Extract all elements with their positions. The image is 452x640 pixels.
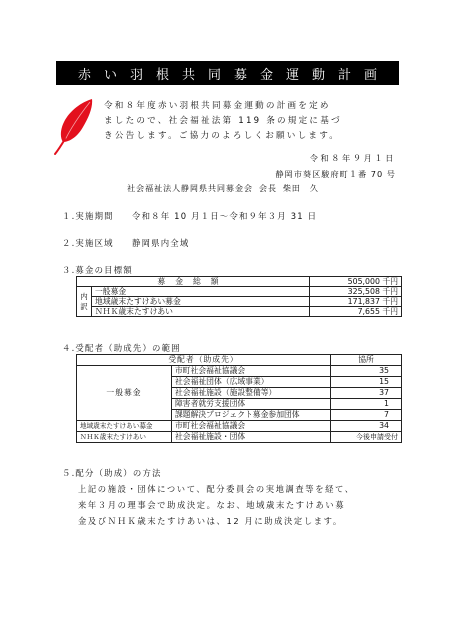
table-row <box>77 307 402 317</box>
method-line: 金及びＮＨＫ歳末たすけあいは、12 月に助成決定します。 <box>78 516 343 526</box>
recipient-count: 15 <box>331 377 402 388</box>
org-address: 静岡市葵区駿府町１番 70 号 <box>275 169 396 179</box>
breakdown-item-label: 一般募金 <box>92 287 310 297</box>
table-row <box>77 432 402 443</box>
section-period-value: 令和８年 10 月１日～令和９年３月 31 日 <box>132 211 318 221</box>
org-person: 柴田 久 <box>282 183 319 193</box>
breakdown-item-value: 7,655 千円 <box>310 307 402 317</box>
section-area-value: 静岡県内全域 <box>132 238 190 248</box>
breakdown-item-label: ＮＨＫ歳末たすけあい <box>92 307 310 317</box>
target-total-value: 505,000 千円 <box>310 277 402 287</box>
table-row <box>77 297 402 307</box>
notice-date: 令和８年９月１日 <box>309 153 396 163</box>
section-method-title: ５.配分（助成）の方法 <box>62 468 162 478</box>
table-row <box>77 421 402 432</box>
recipient-count: 37 <box>331 388 402 399</box>
org-signature <box>127 183 319 194</box>
notice-line: 令和８年度赤い羽根共同募金運動の計画を定め <box>104 101 331 111</box>
recipients-table <box>76 354 402 443</box>
campaign-title-banner: 赤い羽根共同募金運動計画 <box>56 61 399 85</box>
section-area <box>62 237 189 249</box>
target-amount-table <box>76 276 402 317</box>
method-line: 来年３月の理事会で助成決定。なお、地域歳末たすけあい募 <box>78 500 346 510</box>
org-name: 社会福祉法人静岡県共同募金会 <box>127 183 253 193</box>
recipient-label: 課題解決プロジェクト募金参加団体 <box>172 410 331 421</box>
breakdown-item-label: 地域歳末たすけあい募金 <box>92 297 310 307</box>
breakdown-label: 内 訳 <box>77 287 92 317</box>
recipient-count: 34 <box>331 421 402 432</box>
recipient-label: 社会福祉施設・団体 <box>172 432 331 443</box>
section-period-label: １.実施期間 <box>62 211 114 221</box>
recipient-label: 社会福祉団体（広域事業） <box>172 377 331 388</box>
notice-line: き公告します。ご協力のよろしくお願いします。 <box>104 131 341 141</box>
table-row <box>77 277 402 287</box>
method-line: 上記の施設・団体について、配分委員会の実地調査等を経て、 <box>78 484 355 494</box>
section-area-label: ２.実施区域 <box>62 238 114 248</box>
nhk-fund-label: ＮＨＫ歳末たすけあい <box>77 432 172 443</box>
general-fund-label: 一般募金 <box>77 366 172 421</box>
section-recipients-title: ４.受配者（助成先）の範囲 <box>62 343 181 353</box>
table-row <box>77 366 402 377</box>
section-target-title: ３.募金の目標額 <box>62 265 133 275</box>
recipient-count: 35 <box>331 366 402 377</box>
recipients-head-count: 協所 <box>331 355 402 366</box>
recipient-label: 市町社会福祉協議会 <box>172 366 331 377</box>
recipient-count: 今後申請受付 <box>331 432 402 443</box>
recipient-count: 1 <box>331 399 402 410</box>
recipient-label: 障害者就労支援団体 <box>172 399 331 410</box>
breakdown-item-value: 325,508 千円 <box>310 287 402 297</box>
method-text <box>78 481 408 529</box>
org-role: 会長 <box>258 183 277 193</box>
recipient-count: 7 <box>331 410 402 421</box>
table-row <box>77 355 402 366</box>
notice-text <box>104 99 404 144</box>
table-row <box>77 287 402 297</box>
breakdown-item-value: 171,837 千円 <box>310 297 402 307</box>
section-period <box>62 210 317 222</box>
notice-line: ましたので、社会福祉法第 119 条の規定に基づ <box>104 116 342 126</box>
red-feather-icon <box>52 96 96 158</box>
target-total-label: 募金総額 <box>77 277 310 287</box>
recipients-head-label: 受配者（助成先） <box>77 355 331 366</box>
local-fund-label: 地域歳末たすけあい募金 <box>77 421 172 432</box>
recipient-label: 社会福祉施設（施設整備等） <box>172 388 331 399</box>
recipient-label: 市町社会福祉協議会 <box>172 421 331 432</box>
